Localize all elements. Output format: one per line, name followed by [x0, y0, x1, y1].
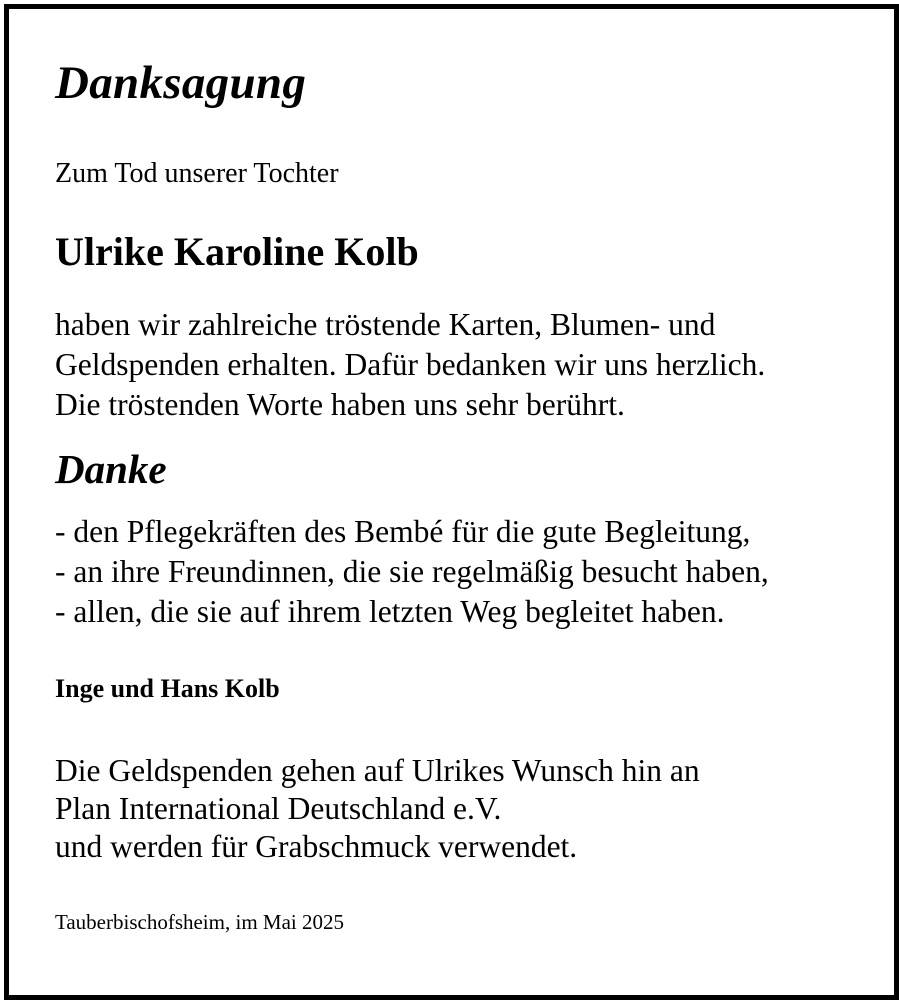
paragraph-line: Geldspenden erhalten. Dafür bedanken wir uns herzlich. — [55, 347, 766, 382]
thanks-heading: Danke — [55, 446, 167, 492]
paragraph-line: Die tröstenden Worte haben uns sehr berührt. — [55, 387, 625, 422]
thanks-list-item: - den Pflegekräften des Bembé für die gute Begleitung, — [55, 514, 751, 549]
donation-line: Die Geldspenden gehen auf Ulrikes Wunsch hin an — [55, 753, 700, 788]
thanks-list — [55, 512, 769, 632]
intro-text: Zum Tod unserer Tochter — [55, 158, 339, 189]
place-date: Tauberbischofsheim, im Mai 2025 — [55, 910, 344, 934]
thanks-list-item: - an ihre Freundinnen, die sie regelmäßig besucht haben, — [55, 554, 769, 589]
donation-note — [55, 752, 700, 866]
family-signature: Inge und Hans Kolb — [55, 674, 280, 703]
donation-line: Plan International Deutschland e.V. — [55, 791, 502, 826]
thanks-list-item: - allen, die sie auf ihrem letzten Weg begleitet haben. — [55, 594, 725, 629]
deceased-name: Ulrike Karoline Kolb — [55, 229, 419, 274]
donation-line: und werden für Grabschmuck verwendet. — [55, 829, 578, 864]
notice-title: Danksagung — [55, 57, 307, 109]
paragraph-line: haben wir zahlreiche tröstende Karten, Blumen- und — [55, 307, 716, 342]
thanks-paragraph — [55, 305, 765, 425]
